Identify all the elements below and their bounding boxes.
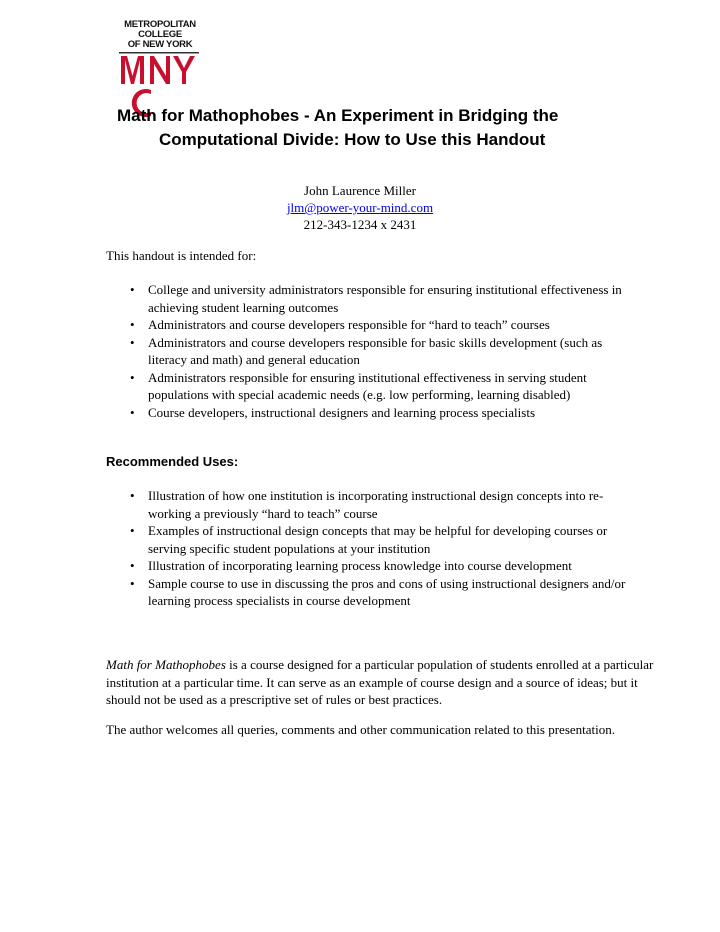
list-item: • Examples of instructional design concepts that may be helpful for developing courses or serving specific student populations at your institution (130, 523, 608, 556)
list-item: • Administrators and course developers responsible for basic skills development (such as literacy and math) and general education (130, 334, 603, 367)
logo-wordmark: METROPOLITAN COLLEGE OF NEW YORK (124, 19, 196, 50)
bullet-icon: • (130, 369, 135, 385)
intro-text: This handout is intended for: (106, 248, 257, 263)
closing-note: The author welcomes all queries, comments and other communication related to this presentation. (106, 722, 616, 737)
author-block (200, 182, 520, 233)
list-item: • Course developers, instructional designers and learning process specialists (130, 404, 536, 420)
document-title (117, 104, 637, 152)
course-name: Math for Mathophobes (106, 657, 226, 672)
list-item: • College and university administrators responsible for ensuring institutional effectiveness in achieving student learning outcomes (130, 282, 622, 315)
bullet-icon: • (130, 404, 135, 420)
bullet-icon: • (130, 575, 135, 591)
title-line-2: Computational Divide: How to Use this Handout (159, 130, 546, 149)
audience-list (130, 281, 630, 421)
bullet-icon: • (130, 523, 135, 538)
recommended-uses-heading: Recommended Uses: (106, 454, 239, 469)
title-line-1: Math for Mathophobes - An Experiment in Bridging the (117, 106, 559, 125)
bullet-icon: • (130, 558, 135, 573)
uses-list (130, 487, 630, 610)
list-item: • Illustration of how one institution is incorporating instructional design concepts into re-working a previously “hard to teach” course (130, 488, 604, 521)
list-item: • Administrators and course developers responsible for “hard to teach” courses (130, 317, 550, 332)
list-item: • Sample course to use in discussing the pros and cons of using instructional designers and/or learning process specialists in course development (130, 575, 626, 608)
author-email-link[interactable]: jlm@power-your-mind.com (286, 200, 434, 215)
bullet-icon: • (130, 488, 135, 503)
list-item: • Illustration of incorporating learning process knowledge into course development (130, 558, 572, 573)
author-phone: 212-343-1234 x 2431 (303, 217, 417, 232)
bullet-icon: • (130, 334, 135, 350)
bullet-icon: • (130, 317, 135, 332)
author-name: John Laurence Miller (304, 183, 416, 198)
bullet-icon: • (130, 282, 135, 297)
course-description: Math for Mathophobes is a course designed for a particular population of students enrolled at a particular institution at a particular time. It can serve as an example of course design and a source of ideas; but it should not be used as a prescriptive set of rules or best practices. (106, 657, 654, 707)
list-item: • Administrators responsible for ensuring institutional effectiveness in serving student populations with special academic needs (e.g. low performing, learning disabled) (130, 369, 587, 402)
